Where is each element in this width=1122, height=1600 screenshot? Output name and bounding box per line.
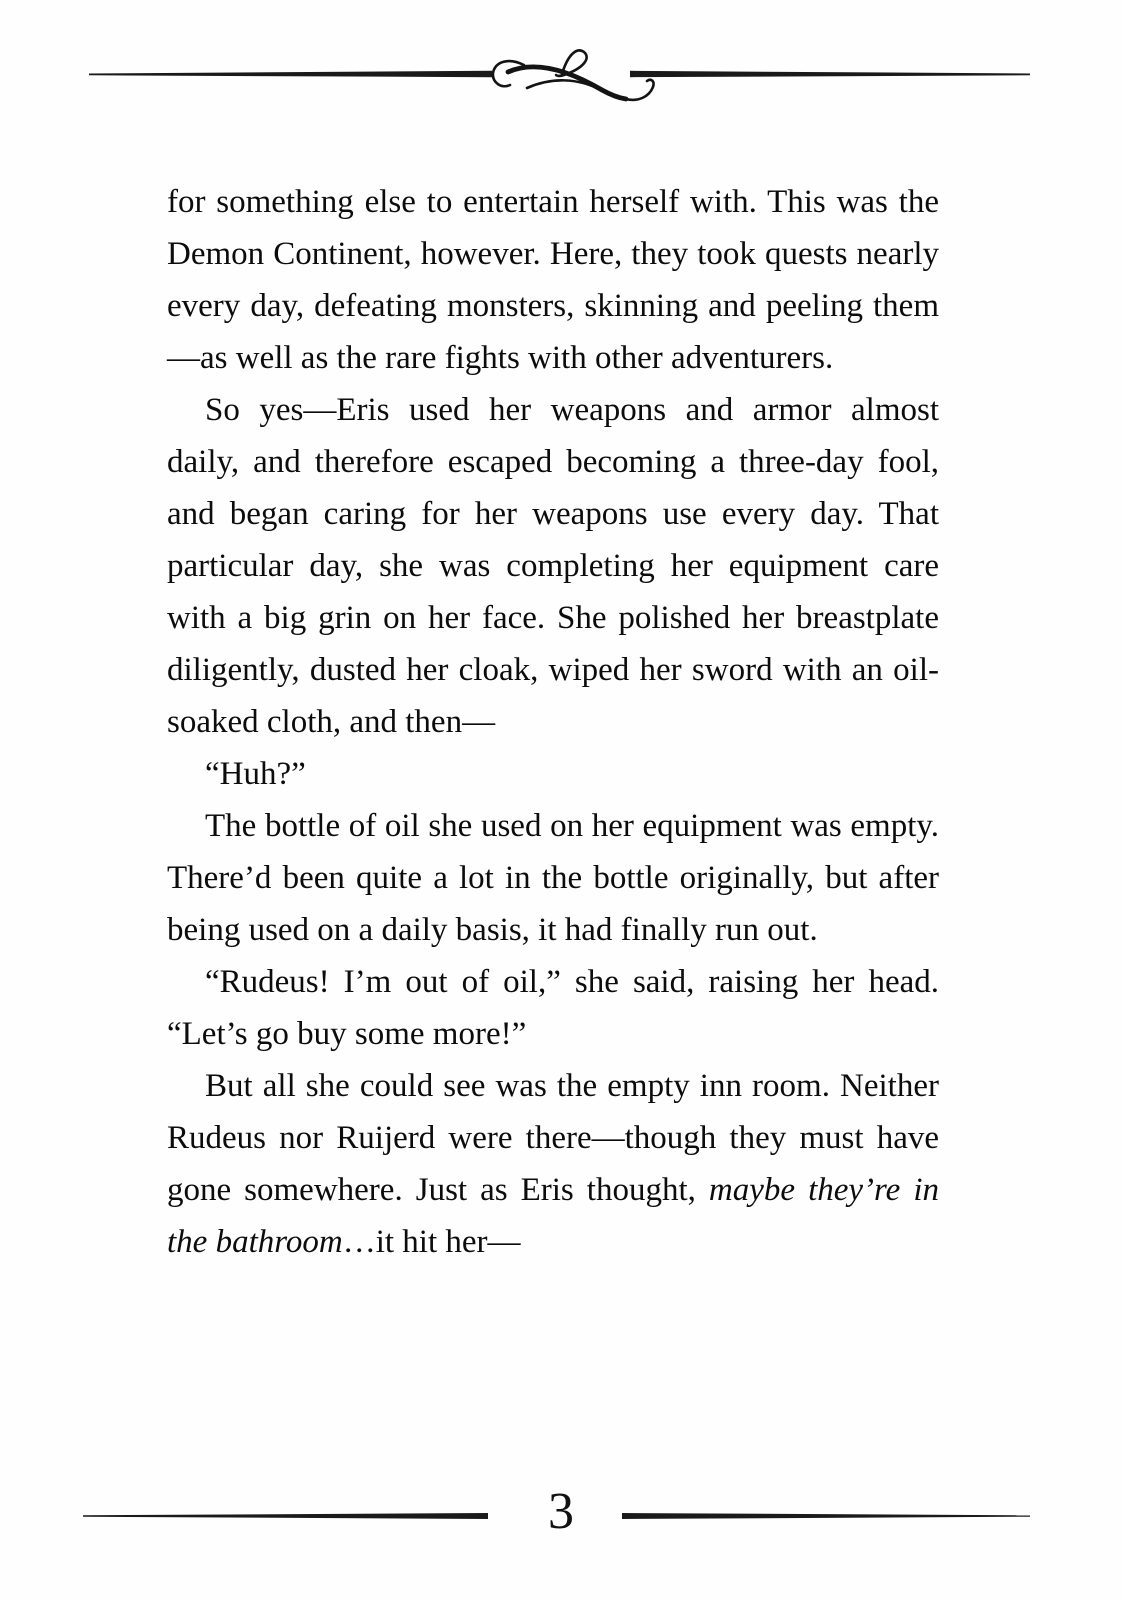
paragraph	[167, 384, 939, 748]
text-run: for something else to entertain herself with. This was the Demon Continent, however. Here, they took quests nearly every day, defeating monsters, skinning and peeling them—as well as the rare fights with other adventurers.	[167, 184, 939, 376]
text-run: “Rudeus! I’m out of oil,” she said, raising her head. “Let’s go buy some more!”	[167, 964, 939, 1052]
italic-text-run: maybe they’re in the bathroom	[167, 1172, 939, 1260]
paragraph	[167, 1060, 939, 1268]
flourish-ornament-icon	[493, 50, 654, 99]
text-run: …it hit her—	[342, 1224, 521, 1260]
paragraph	[167, 956, 939, 1060]
tapered-rule-right	[630, 71, 1030, 77]
tapered-rule-left	[89, 71, 492, 77]
text-run: So yes—Eris used her weapons and armor almost daily, and therefore escaped becoming a three-day fool, and began caring for her weapons use every day. That particular day, she was completing her equipment care with a big grin on her face. She polished her breastplate diligently, dusted her cloak, wiped her sword with an oil-soaked cloth, and then—	[167, 392, 939, 740]
text-run: But all she could see was the empty inn room. Neither Rudeus nor Ruijerd were there—though they must have gone somewhere. Just as Eris thought,	[167, 1068, 939, 1208]
header-divider	[0, 0, 1122, 150]
text-run: The bottle of oil she used on her equipment was empty. There’d been quite a lot in the bottle originally, but after being used on a daily basis, it had finally run out.	[167, 808, 939, 948]
text-run: “Huh?”	[205, 756, 306, 792]
body-text	[167, 176, 939, 1268]
paragraph	[167, 748, 939, 800]
paragraph	[167, 800, 939, 956]
page-number: 3	[548, 1483, 574, 1540]
paragraph	[167, 176, 939, 384]
